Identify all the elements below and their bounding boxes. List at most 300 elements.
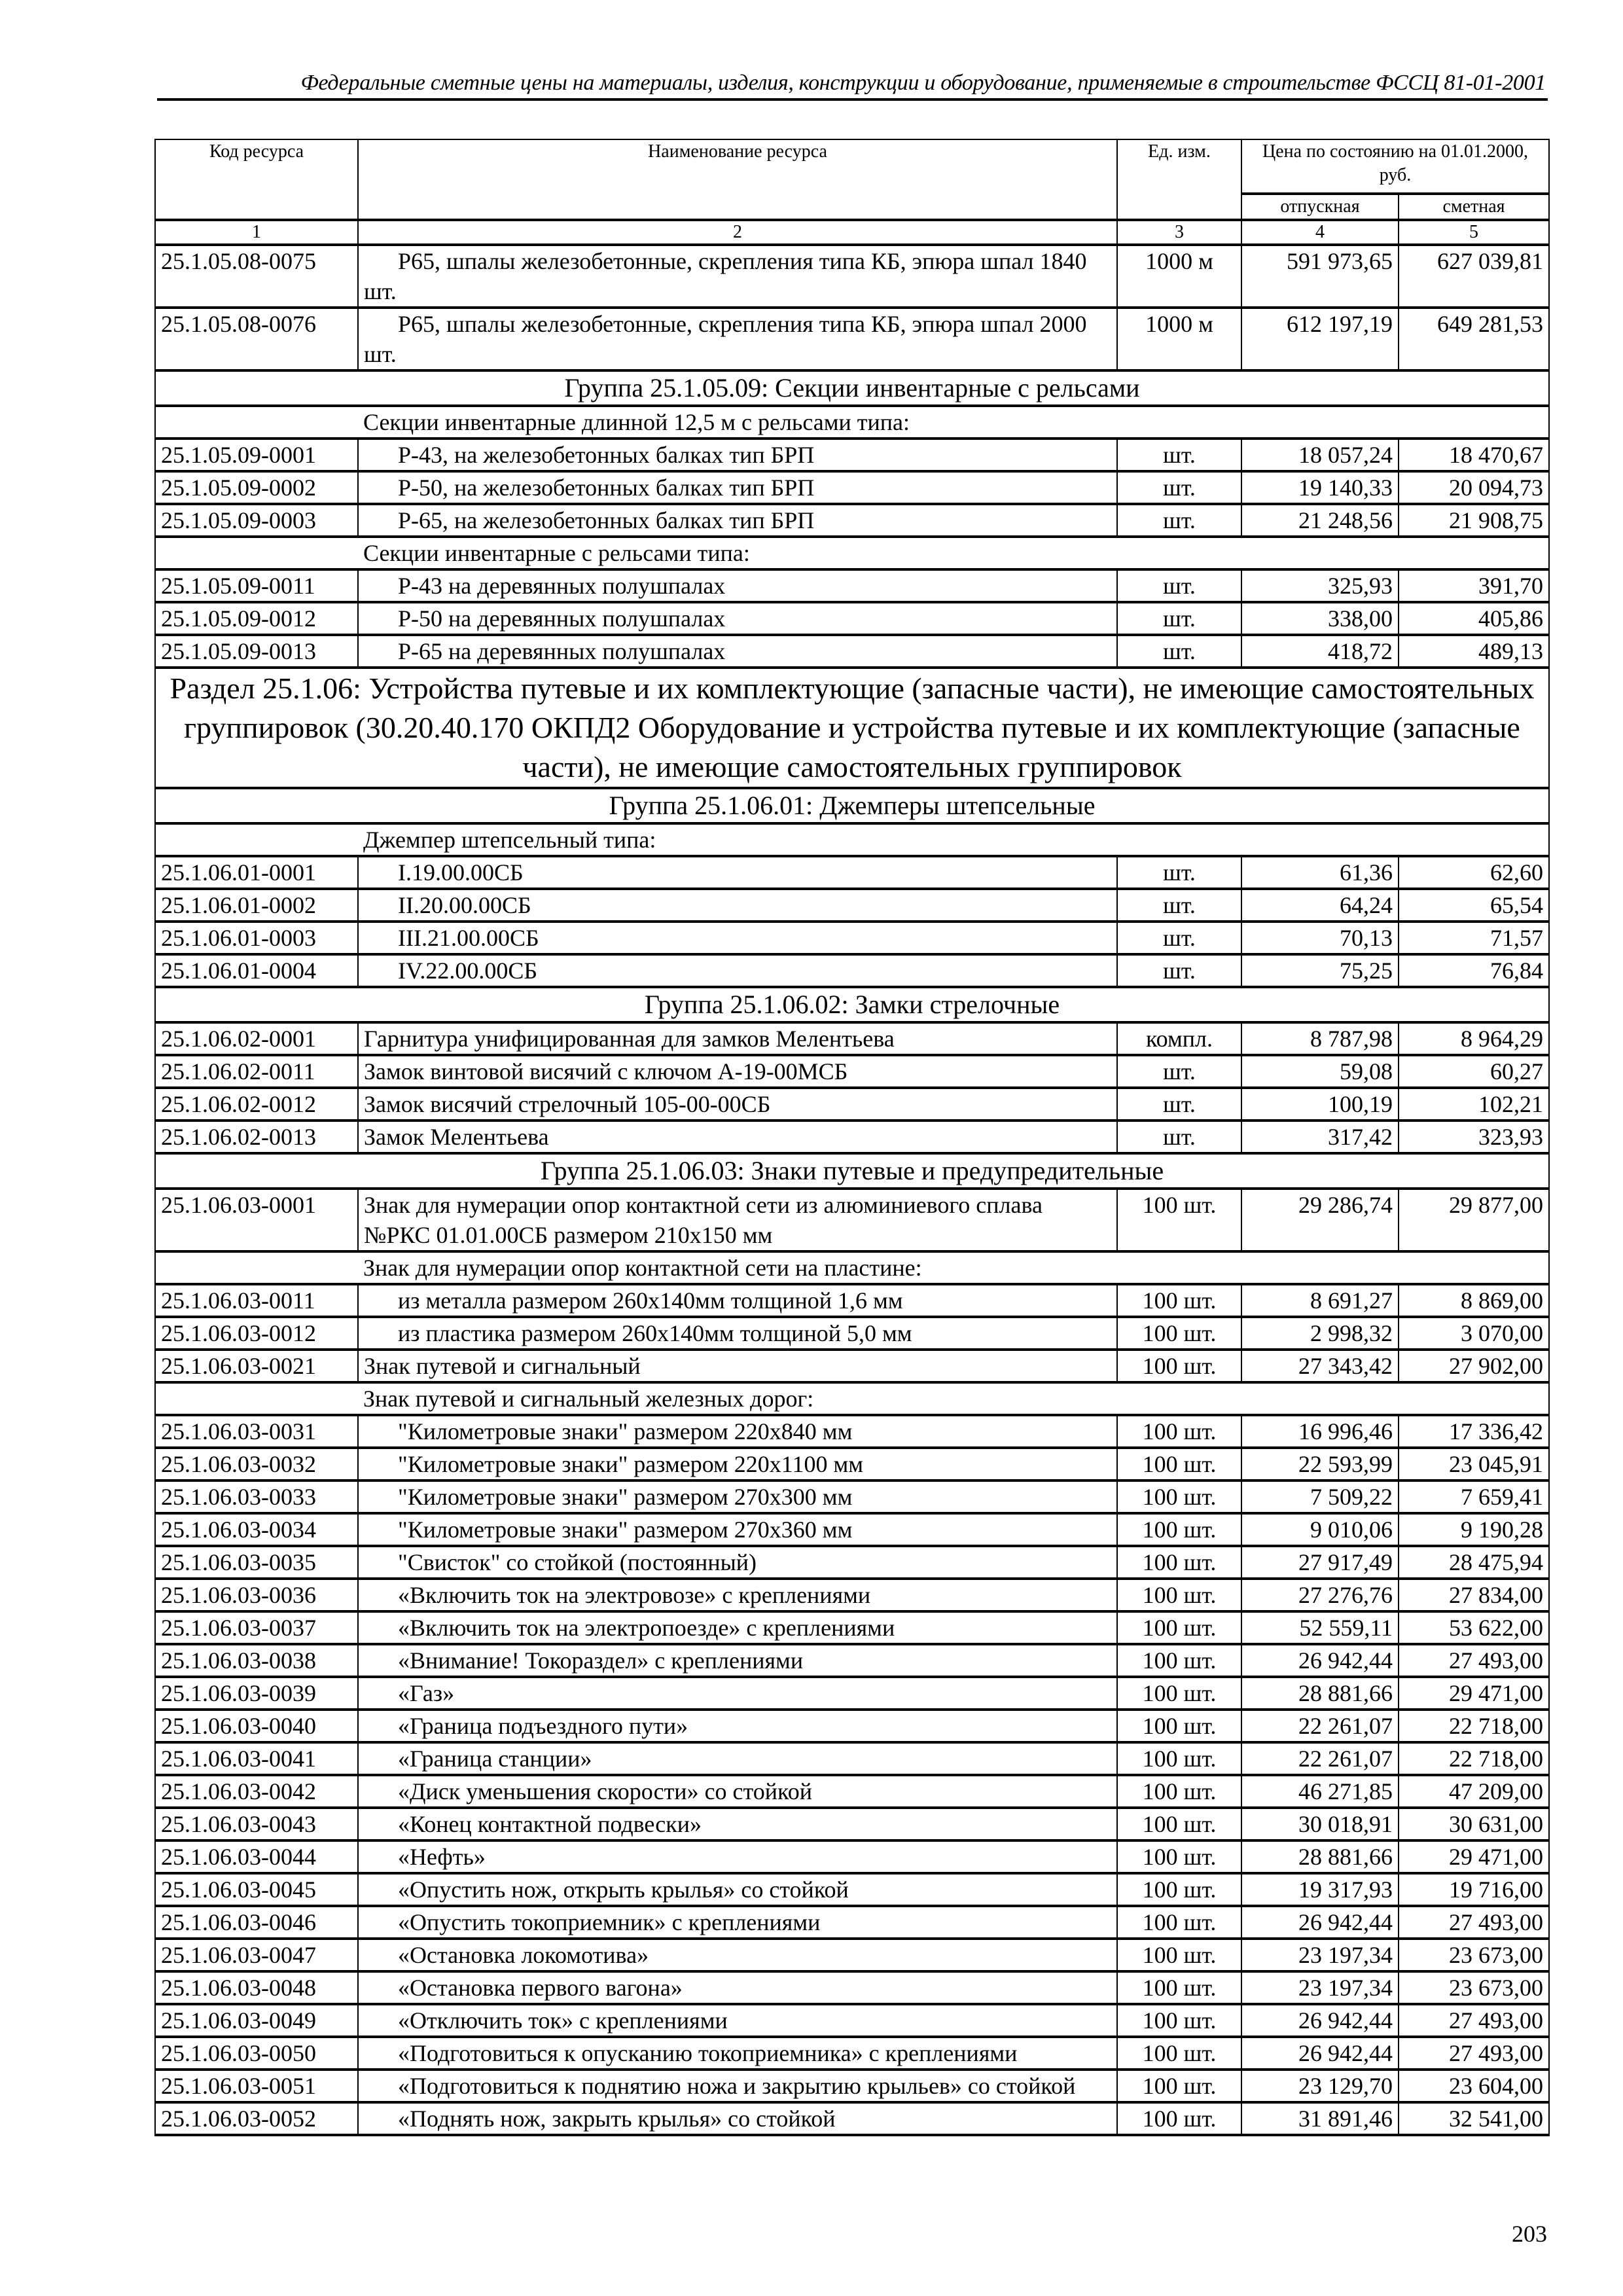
resource-name [358, 471, 1117, 504]
unit: 100 шт. [1117, 2102, 1241, 2135]
release-price: 18 057,24 [1241, 439, 1399, 471]
resource-name-text: «Газ» [398, 1680, 455, 1706]
group-title: Группа 25.1.06.02: Замки стрелочные [155, 987, 1549, 1022]
header-unit: Ед. изм. [1117, 139, 1241, 220]
table-row [155, 1939, 1549, 1971]
resource-name [358, 954, 1117, 987]
resource-code: 25.1.06.03-0033 [155, 1480, 358, 1513]
release-price: 26 942,44 [1241, 1906, 1399, 1939]
unit: 100 шт. [1117, 2070, 1241, 2102]
resource-name [358, 308, 1117, 370]
unit: 100 шт. [1117, 1611, 1241, 1644]
unit: шт. [1117, 954, 1241, 987]
unit: шт. [1117, 889, 1241, 922]
resource-code: 25.1.06.03-0041 [155, 1742, 358, 1775]
group-title: Группа 25.1.06.01: Джемперы штепсельные [155, 788, 1549, 823]
release-price: 29 286,74 [1241, 1189, 1399, 1251]
resource-code: 25.1.06.03-0021 [155, 1350, 358, 1382]
resource-code: 25.1.06.03-0031 [155, 1415, 358, 1448]
section-title: Раздел 25.1.06: Устройства путевые и их комплектующие (запасные части), не имеющие самостоятельных группировок (30.20.40.170 ОКПД2 Оборудование и устройства путевые и их комплектующие (запасные части), не имеющие самостоятельных группировок [155, 668, 1549, 788]
resource-code: 25.1.06.02-0001 [155, 1022, 358, 1055]
column-number: 4 [1241, 220, 1399, 245]
unit: 100 шт. [1117, 1677, 1241, 1710]
table-row [155, 308, 1549, 370]
estimate-price: 47 209,00 [1399, 1775, 1549, 1808]
subheader-row [155, 406, 1549, 439]
resource-name-text: Гарнитура унифицированная для замков Мелентьева [364, 1026, 895, 1052]
resource-name-text: "Километровые знаки" размером 220х1100 мм [398, 1451, 864, 1477]
unit: 100 шт. [1117, 1189, 1241, 1251]
resource-name-text: "Километровые знаки" размером 220х840 мм [398, 1418, 853, 1444]
table-row [155, 1055, 1549, 1088]
header-code: Код ресурса [155, 139, 358, 220]
column-number: 3 [1117, 220, 1241, 245]
table-row [155, 1775, 1549, 1808]
resource-code: 25.1.06.03-0046 [155, 1906, 358, 1939]
resource-name-text: II.20.00.00СБ [398, 892, 531, 918]
subheader-row [155, 1382, 1549, 1415]
unit: шт. [1117, 602, 1241, 635]
release-price: 28 881,66 [1241, 1677, 1399, 1710]
unit: шт. [1117, 471, 1241, 504]
group-title: Группа 25.1.06.03: Знаки путевые и предупредительные [155, 1153, 1549, 1189]
estimate-price: 9 190,28 [1399, 1513, 1549, 1546]
resource-name [358, 1611, 1117, 1644]
estimate-price: 18 470,67 [1399, 439, 1549, 471]
unit: 1000 м [1117, 308, 1241, 370]
resource-name [358, 1546, 1117, 1579]
estimate-price: 649 281,53 [1399, 308, 1549, 370]
estimate-price: 7 659,41 [1399, 1480, 1549, 1513]
resource-name [358, 1513, 1117, 1546]
resource-name-text: «Нефть» [398, 1844, 486, 1870]
resource-name [358, 1677, 1117, 1710]
resource-name-text: Знак для нумерации опор контактной сети из алюминиевого сплава №РКС 01.01.00СБ размером 210х150 мм [364, 1192, 1043, 1248]
resource-code: 25.1.06.03-0049 [155, 2004, 358, 2037]
table-row [155, 1710, 1549, 1742]
estimate-price: 102,21 [1399, 1088, 1549, 1121]
estimate-price: 30 631,00 [1399, 1808, 1549, 1840]
resource-name [358, 1317, 1117, 1350]
resource-name [358, 1644, 1117, 1677]
resource-name [358, 1480, 1117, 1513]
resource-code: 25.1.06.03-0052 [155, 2102, 358, 2135]
unit: 100 шт. [1117, 1939, 1241, 1971]
estimate-price: 71,57 [1399, 922, 1549, 954]
resource-name-text: «Отключить ток» с креплениями [398, 2007, 728, 2034]
header-price-group: Цена по состоянию на 01.01.2000, руб. [1241, 139, 1549, 194]
resource-name-text: Р65, шпалы железобетонные, скрепления типа КБ, эпюра шпал 2000 шт. [364, 311, 1087, 367]
unit: 100 шт. [1117, 1971, 1241, 2004]
estimate-price: 20 094,73 [1399, 471, 1549, 504]
release-price: 31 891,46 [1241, 2102, 1399, 2135]
estimate-price: 405,86 [1399, 602, 1549, 635]
table-row [155, 1677, 1549, 1710]
resource-name [358, 1775, 1117, 1808]
resource-name-text: Р-50, на железобетонных балках тип БРП [398, 475, 815, 501]
table-row [155, 954, 1549, 987]
resource-name [358, 1939, 1117, 1971]
release-price: 2 998,32 [1241, 1317, 1399, 1350]
resource-name-text: IV.22.00.00СБ [398, 958, 538, 984]
resource-name-text: Р-50 на деревянных полушпалах [398, 605, 726, 632]
column-number: 5 [1399, 220, 1549, 245]
resource-name-text: "Километровые знаки" размером 270х300 мм [398, 1484, 853, 1510]
resource-name [358, 2004, 1117, 2037]
estimate-price: 65,54 [1399, 889, 1549, 922]
release-price: 26 942,44 [1241, 2004, 1399, 2037]
column-number-row [155, 220, 1549, 245]
resource-name-text: «Граница станции» [398, 1746, 592, 1772]
table-row [155, 1350, 1549, 1382]
unit: 100 шт. [1117, 1448, 1241, 1480]
unit: 100 шт. [1117, 2037, 1241, 2070]
release-price: 27 276,76 [1241, 1579, 1399, 1611]
running-header: Федеральные сметные цены на материалы, изделия, конструкции и оборудование, применяемые в строительстве ФССЦ 81-01-2001 [300, 71, 1546, 95]
estimate-price: 32 541,00 [1399, 2102, 1549, 2135]
resource-name-text: Р-43, на железобетонных балках тип БРП [398, 442, 815, 468]
estimate-price: 23 673,00 [1399, 1939, 1549, 1971]
unit: 100 шт. [1117, 1513, 1241, 1546]
resource-code: 25.1.06.03-0038 [155, 1644, 358, 1677]
group-row [155, 788, 1549, 823]
estimate-price: 489,13 [1399, 635, 1549, 668]
release-price: 418,72 [1241, 635, 1399, 668]
column-number: 1 [155, 220, 358, 245]
table-row [155, 471, 1549, 504]
release-price: 22 261,07 [1241, 1742, 1399, 1775]
unit: 100 шт. [1117, 1873, 1241, 1906]
table-row [155, 2102, 1549, 2135]
estimate-price: 22 718,00 [1399, 1710, 1549, 1742]
unit: шт. [1117, 1055, 1241, 1088]
subheader-text: Секции инвентарные длинной 12,5 м с рельсами типа: [358, 406, 1549, 439]
release-price: 70,13 [1241, 922, 1399, 954]
unit: 100 шт. [1117, 1579, 1241, 1611]
resource-code: 25.1.06.03-0045 [155, 1873, 358, 1906]
release-price: 59,08 [1241, 1055, 1399, 1088]
resource-name-text: «Опустить нож, открыть крылья» со стойкой [398, 1876, 849, 1903]
resource-code: 25.1.06.02-0011 [155, 1055, 358, 1088]
release-price: 16 996,46 [1241, 1415, 1399, 1448]
header-estimate-price: сметная [1399, 194, 1549, 220]
resource-code: 25.1.06.01-0002 [155, 889, 358, 922]
group-row [155, 1153, 1549, 1189]
table-row [155, 1579, 1549, 1611]
unit: 100 шт. [1117, 1350, 1241, 1382]
resource-name [358, 1055, 1117, 1088]
unit: шт. [1117, 635, 1241, 668]
table-row [155, 2037, 1549, 2070]
unit: 100 шт. [1117, 1808, 1241, 1840]
resource-code: 25.1.06.03-0039 [155, 1677, 358, 1710]
resource-code: 25.1.05.09-0001 [155, 439, 358, 471]
estimate-price: 28 475,94 [1399, 1546, 1549, 1579]
resource-name-text: «Остановка первого вагона» [398, 1975, 683, 2001]
resource-name-text: Р65, шпалы железобетонные, скрепления типа КБ, эпюра шпал 1840 шт. [364, 248, 1087, 304]
resource-name-text: «Остановка локомотива» [398, 1942, 649, 1968]
resource-name [358, 439, 1117, 471]
release-price: 612 197,19 [1241, 308, 1399, 370]
resource-code: 25.1.05.08-0075 [155, 245, 358, 308]
resource-name [358, 2070, 1117, 2102]
unit: шт. [1117, 439, 1241, 471]
release-price: 23 129,70 [1241, 2070, 1399, 2102]
unit: 100 шт. [1117, 1284, 1241, 1317]
resource-code: 25.1.06.03-0048 [155, 1971, 358, 2004]
table-row [155, 569, 1549, 602]
release-price: 19 317,93 [1241, 1873, 1399, 1906]
resource-code: 25.1.06.03-0037 [155, 1611, 358, 1644]
unit: 100 шт. [1117, 1742, 1241, 1775]
release-price: 22 261,07 [1241, 1710, 1399, 1742]
estimate-price: 8 869,00 [1399, 1284, 1549, 1317]
table-row [155, 504, 1549, 537]
resource-name-text: Р-43 на деревянных полушпалах [398, 573, 726, 599]
table-row [155, 635, 1549, 668]
resource-name [358, 1840, 1117, 1873]
table-row [155, 1415, 1549, 1448]
unit: шт. [1117, 1121, 1241, 1153]
resource-name [358, 1873, 1117, 1906]
resource-name-text: Замок Мелентьева [364, 1124, 549, 1150]
release-price: 591 973,65 [1241, 245, 1399, 308]
estimate-price: 627 039,81 [1399, 245, 1549, 308]
resource-code: 25.1.06.03-0032 [155, 1448, 358, 1480]
resource-code: 25.1.06.01-0004 [155, 954, 358, 987]
subheader-row [155, 1251, 1549, 1284]
group-title: Группа 25.1.05.09: Секции инвентарные с рельсами [155, 370, 1549, 406]
resource-code: 25.1.06.03-0043 [155, 1808, 358, 1840]
resource-name-text: «Конец контактной подвески» [398, 1811, 702, 1837]
subheader-text: Джемпер штепсельный типа: [358, 823, 1549, 856]
resource-code: 25.1.06.01-0003 [155, 922, 358, 954]
release-price: 46 271,85 [1241, 1775, 1399, 1808]
table-row [155, 1742, 1549, 1775]
resource-name [358, 1971, 1117, 2004]
resource-name-text: Р-65, на железобетонных балках тип БРП [398, 507, 815, 533]
subheader-text: Знак путевой и сигнальный железных дорог: [358, 1382, 1549, 1415]
estimate-price: 27 493,00 [1399, 2037, 1549, 2070]
subheader-text: Секции инвентарные с рельсами типа: [358, 537, 1549, 569]
release-price: 75,25 [1241, 954, 1399, 987]
estimate-price: 8 964,29 [1399, 1022, 1549, 1055]
unit: шт. [1117, 856, 1241, 889]
unit: 100 шт. [1117, 1546, 1241, 1579]
subheader-row [155, 537, 1549, 569]
resource-name [358, 1088, 1117, 1121]
estimate-price: 21 908,75 [1399, 504, 1549, 537]
unit: 100 шт. [1117, 1710, 1241, 1742]
unit: 100 шт. [1117, 1317, 1241, 1350]
estimate-price: 23 673,00 [1399, 1971, 1549, 2004]
resource-name-text: I.19.00.00СБ [398, 859, 524, 886]
section-row [155, 668, 1549, 788]
table-row [155, 1873, 1549, 1906]
unit: 1000 м [1117, 245, 1241, 308]
resource-code: 25.1.05.09-0012 [155, 602, 358, 635]
estimate-price: 60,27 [1399, 1055, 1549, 1088]
release-price: 21 248,56 [1241, 504, 1399, 537]
resource-code: 25.1.06.03-0047 [155, 1939, 358, 1971]
resource-name-text: Замок висячий стрелочный 105-00-00СБ [364, 1091, 771, 1117]
table-row [155, 1189, 1549, 1251]
subheader-row [155, 823, 1549, 856]
estimate-price: 391,70 [1399, 569, 1549, 602]
release-price: 23 197,34 [1241, 1939, 1399, 1971]
table-row [155, 602, 1549, 635]
unit: шт. [1117, 1088, 1241, 1121]
resource-name [358, 1415, 1117, 1448]
release-price: 27 343,42 [1241, 1350, 1399, 1382]
resource-name [358, 856, 1117, 889]
release-price: 325,93 [1241, 569, 1399, 602]
resource-code: 25.1.06.03-0012 [155, 1317, 358, 1350]
release-price: 27 917,49 [1241, 1546, 1399, 1579]
resource-name-text: из металла размером 260х140мм толщиной 1,6 мм [398, 1287, 903, 1314]
group-row [155, 987, 1549, 1022]
resource-code: 25.1.06.03-0050 [155, 2037, 358, 2070]
resource-code: 25.1.05.09-0003 [155, 504, 358, 537]
unit: 100 шт. [1117, 1415, 1241, 1448]
table-row [155, 1448, 1549, 1480]
table-row [155, 1906, 1549, 1939]
resource-name [358, 1189, 1117, 1251]
header-name: Наименование ресурса [358, 139, 1117, 220]
resource-name [358, 602, 1117, 635]
resource-name-text: «Опустить токоприемник» с креплениями [398, 1909, 821, 1935]
resource-code: 25.1.06.03-0034 [155, 1513, 358, 1546]
unit: 100 шт. [1117, 1906, 1241, 1939]
table-row [155, 1840, 1549, 1873]
resource-name-text: «Подготовиться к поднятию ножа и закрытию крыльев» со стойкой [398, 2073, 1076, 2099]
resource-code: 25.1.05.09-0011 [155, 569, 358, 602]
table-row [155, 1317, 1549, 1350]
resource-name-text: «Внимание! Токораздел» с креплениями [398, 1647, 804, 1674]
table-row [155, 1513, 1549, 1546]
resource-name-text: Р-65 на деревянных полушпалах [398, 638, 726, 664]
resource-code: 25.1.06.03-0051 [155, 2070, 358, 2102]
table-row [155, 439, 1549, 471]
table-row [155, 1546, 1549, 1579]
resource-name [358, 245, 1117, 308]
resource-code: 25.1.06.02-0013 [155, 1121, 358, 1153]
resource-name [358, 1906, 1117, 1939]
resource-name-text: Замок винтовой висячий с ключом А-19-00МСБ [364, 1058, 848, 1085]
column-number: 2 [358, 220, 1117, 245]
resource-name [358, 1579, 1117, 1611]
release-price: 30 018,91 [1241, 1808, 1399, 1840]
page-number: 203 [1512, 2221, 1547, 2247]
table-row [155, 1121, 1549, 1153]
resource-code: 25.1.06.03-0001 [155, 1189, 358, 1251]
resource-name [358, 504, 1117, 537]
estimate-price: 29 471,00 [1399, 1677, 1549, 1710]
resource-code: 25.1.05.09-0013 [155, 635, 358, 668]
group-row [155, 370, 1549, 406]
subheader-text: Знак для нумерации опор контактной сети на пластине: [358, 1251, 1549, 1284]
header-release-price: отпускная [1241, 194, 1399, 220]
release-price: 8 691,27 [1241, 1284, 1399, 1317]
resource-name [358, 889, 1117, 922]
estimate-price: 27 493,00 [1399, 1644, 1549, 1677]
release-price: 100,19 [1241, 1088, 1399, 1121]
header-rule [157, 98, 1548, 101]
estimate-price: 27 493,00 [1399, 2004, 1549, 2037]
resource-name [358, 922, 1117, 954]
table-row [155, 856, 1549, 889]
table-row [155, 889, 1549, 922]
estimate-price: 3 070,00 [1399, 1317, 1549, 1350]
resource-code: 25.1.05.09-0002 [155, 471, 358, 504]
table-row [155, 1644, 1549, 1677]
resource-name [358, 2102, 1117, 2135]
release-price: 52 559,11 [1241, 1611, 1399, 1644]
resource-name-text: III.21.00.00СБ [398, 925, 539, 951]
resource-name [358, 1448, 1117, 1480]
resource-name [358, 1022, 1117, 1055]
estimate-price: 27 834,00 [1399, 1579, 1549, 1611]
unit: 100 шт. [1117, 2004, 1241, 2037]
unit: 100 шт. [1117, 1644, 1241, 1677]
release-price: 338,00 [1241, 602, 1399, 635]
estimate-price: 19 716,00 [1399, 1873, 1549, 1906]
estimate-price: 23 045,91 [1399, 1448, 1549, 1480]
estimate-price: 22 718,00 [1399, 1742, 1549, 1775]
unit: 100 шт. [1117, 1480, 1241, 1513]
table-row [155, 1088, 1549, 1121]
resource-name [358, 1350, 1117, 1382]
resource-name-text: «Поднять нож, закрыть крылья» со стойкой [398, 2106, 836, 2132]
resource-name-text: «Включить ток на электровозе» с креплениями [398, 1582, 871, 1608]
release-price: 7 509,22 [1241, 1480, 1399, 1513]
resource-name [358, 1808, 1117, 1840]
table-row [155, 1971, 1549, 2004]
unit: 100 шт. [1117, 1775, 1241, 1808]
release-price: 9 010,06 [1241, 1513, 1399, 1546]
estimate-price: 53 622,00 [1399, 1611, 1549, 1644]
resource-name [358, 1121, 1117, 1153]
resource-name-text: «Граница подъездного пути» [398, 1713, 688, 1739]
price-table [154, 139, 1550, 2136]
release-price: 8 787,98 [1241, 1022, 1399, 1055]
resource-code: 25.1.06.03-0011 [155, 1284, 358, 1317]
release-price: 23 197,34 [1241, 1971, 1399, 2004]
resource-name-text: «Подготовиться к опусканию токоприемника» с креплениями [398, 2040, 1018, 2066]
resource-name [358, 635, 1117, 668]
release-price: 64,24 [1241, 889, 1399, 922]
estimate-price: 29 877,00 [1399, 1189, 1549, 1251]
resource-name-text: «Диск уменьшения скорости» со стойкой [398, 1778, 812, 1804]
resource-code: 25.1.06.03-0035 [155, 1546, 358, 1579]
release-price: 317,42 [1241, 1121, 1399, 1153]
resource-name [358, 1710, 1117, 1742]
table-row [155, 1611, 1549, 1644]
estimate-price: 23 604,00 [1399, 2070, 1549, 2102]
resource-name-text: из пластика размером 260х140мм толщиной 5,0 мм [398, 1320, 912, 1346]
estimate-price: 29 471,00 [1399, 1840, 1549, 1873]
resource-code: 25.1.06.03-0040 [155, 1710, 358, 1742]
resource-code: 25.1.06.03-0036 [155, 1579, 358, 1611]
table-header-row [155, 139, 1549, 194]
resource-code: 25.1.05.08-0076 [155, 308, 358, 370]
release-price: 61,36 [1241, 856, 1399, 889]
table-row [155, 2004, 1549, 2037]
table-body [155, 245, 1549, 2135]
table-row [155, 1808, 1549, 1840]
resource-name [358, 1742, 1117, 1775]
resource-code: 25.1.06.03-0042 [155, 1775, 358, 1808]
